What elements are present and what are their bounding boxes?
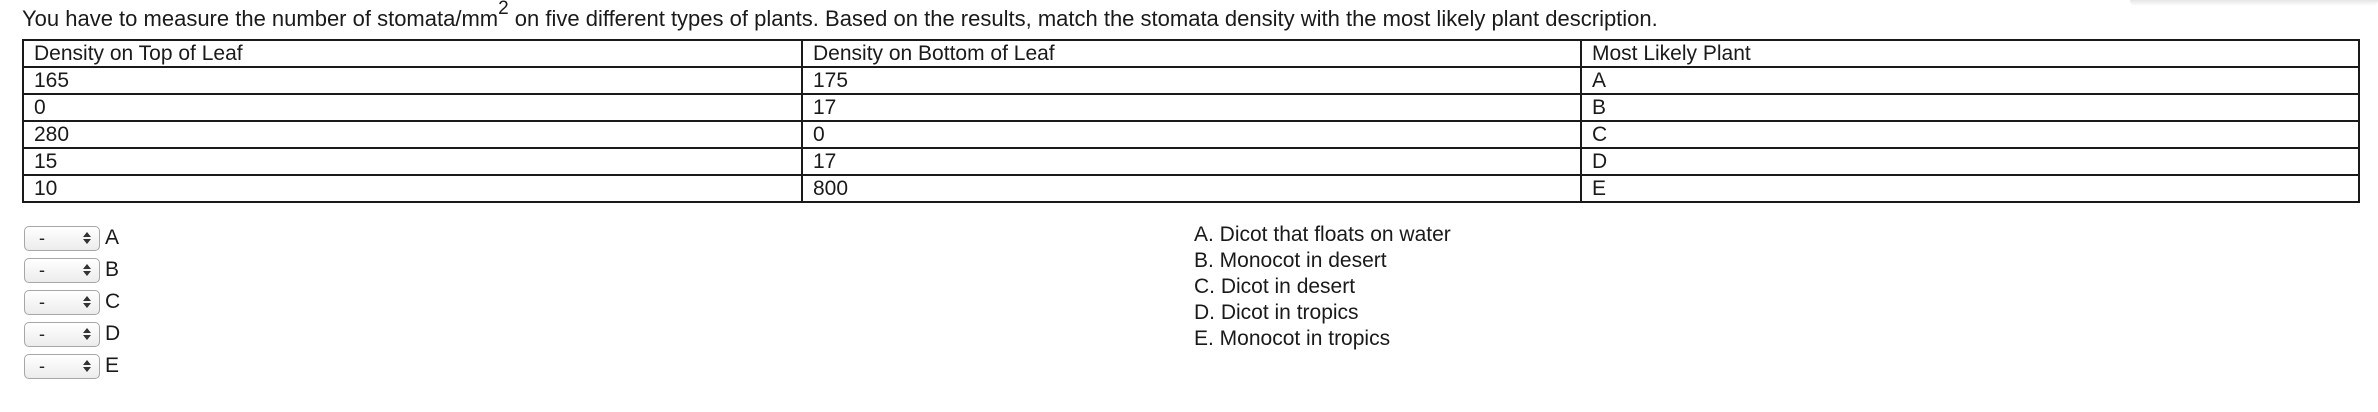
answer-select-d[interactable] [24,322,100,347]
select-value: - [39,259,45,280]
answer-letter: B [105,258,120,281]
table-row [23,175,2359,202]
column-header-top-density: Density on Top of Leaf [23,40,802,67]
list-item: A. Dicot that floats on water [1194,223,1451,246]
answer-letter: D [105,322,121,345]
table-row [23,67,2359,94]
select-value: - [39,355,45,376]
column-header-bottom-density: Density on Bottom of Leaf [802,40,1581,67]
updown-chevron-icon [83,264,91,276]
updown-chevron-icon [83,328,91,340]
answer-letter: C [105,290,121,313]
list-item: B. Monocot in desert [1194,249,1387,272]
select-value: - [39,227,45,248]
plant-cell: C [1581,121,2359,148]
plant-description-list [1194,222,1451,352]
table-row [23,121,2359,148]
top-density-cell: 15 [23,148,802,175]
bottom-density-cell: 800 [802,175,1581,202]
plant-cell: A [1581,67,2359,94]
select-value: - [39,291,45,312]
answer-row-d [24,318,120,350]
answer-select-e[interactable] [24,354,100,379]
answer-letter: E [105,354,120,377]
answer-letter: A [105,226,120,249]
answer-select-c[interactable] [24,290,100,315]
plant-cell: B [1581,94,2359,121]
top-density-cell: 0 [23,94,802,121]
select-value: - [39,323,45,344]
updown-chevron-icon [83,296,91,308]
question-prompt [22,0,1658,33]
prompt-text-continued: on five different types of plants. Based on the results, match the stomata density with the most likely plant description. [508,6,1658,31]
answer-row-b [24,254,120,286]
table-row [23,148,2359,175]
prompt-text: You have to measure the number of stomata/mm [22,6,499,31]
top-density-cell: 280 [23,121,802,148]
bottom-density-cell: 17 [802,148,1581,175]
bottom-density-cell: 0 [802,121,1581,148]
column-header-plant: Most Likely Plant [1581,40,2359,67]
window-edge-shadow [2130,0,2378,6]
plant-cell: E [1581,175,2359,202]
answer-select-b[interactable] [24,258,100,283]
top-density-cell: 165 [23,67,802,94]
answer-row-a [24,222,120,254]
answer-row-e [24,350,120,382]
answer-selectors [24,222,120,382]
updown-chevron-icon [83,232,91,244]
updown-chevron-icon [83,360,91,372]
list-item: C. Dicot in desert [1194,275,1356,298]
prompt-superscript: 2 [498,0,509,19]
answer-select-a[interactable] [24,226,100,251]
table-header-row [23,40,2359,67]
stomata-density-table [22,39,2360,203]
answer-row-c [24,286,120,318]
top-density-cell: 10 [23,175,802,202]
plant-cell: D [1581,148,2359,175]
bottom-density-cell: 17 [802,94,1581,121]
list-item: E. Monocot in tropics [1194,327,1391,350]
list-item: D. Dicot in tropics [1194,301,1359,324]
table-row [23,94,2359,121]
bottom-density-cell: 175 [802,67,1581,94]
